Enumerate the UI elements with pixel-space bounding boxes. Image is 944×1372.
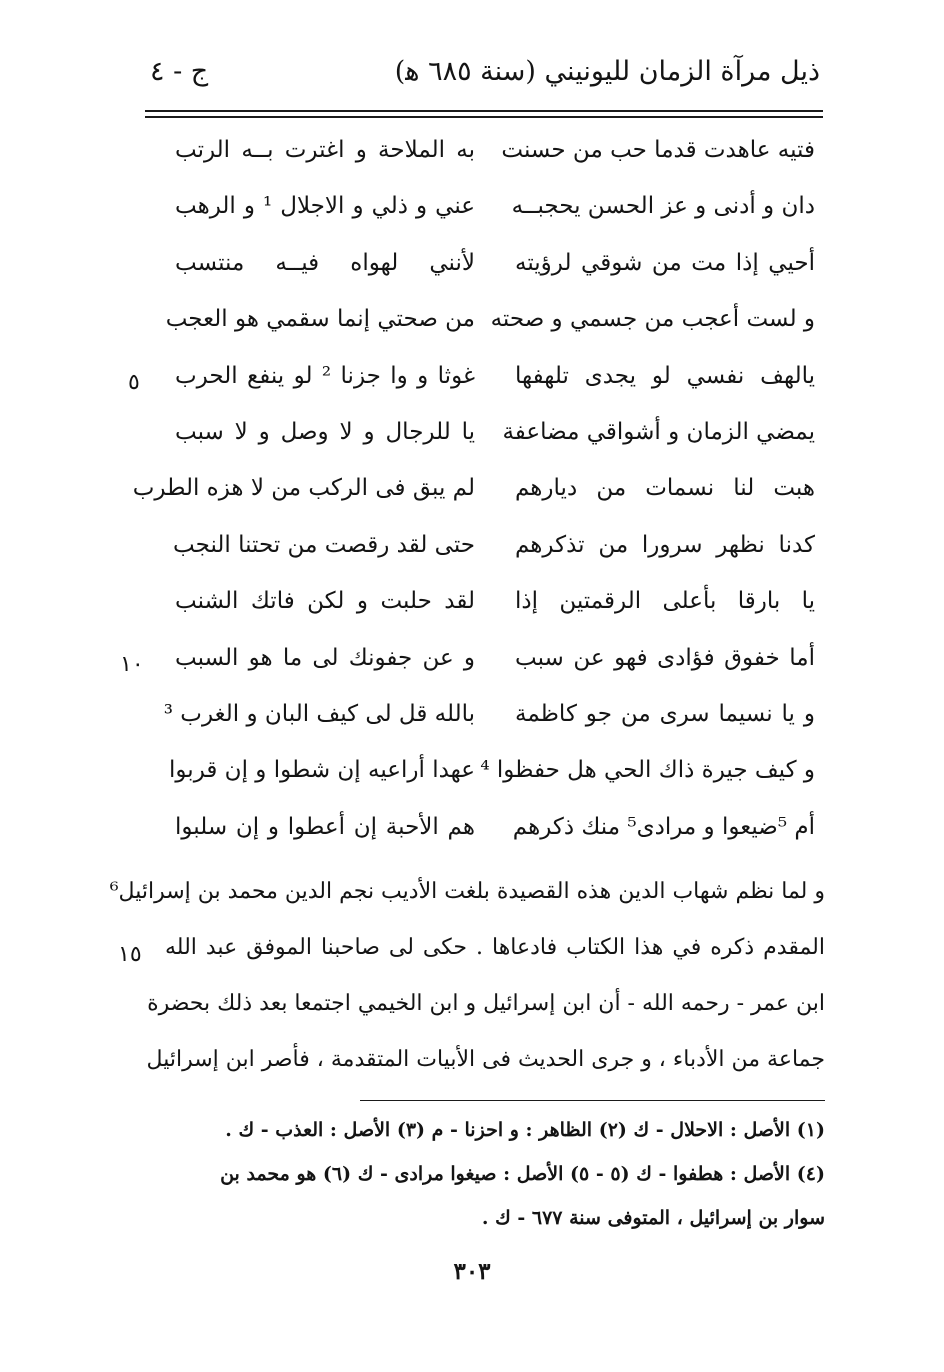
prose-line: جماعة من الأدباء ، و جرى الحديث فى الأبيات المتقدمة ، فأصر ابن إسرائيل [146, 1047, 825, 1072]
prose-line: المقدم ذكره في هذا الكتاب فادعاها . حكى لى صاحبنا الموفق عبد الله [165, 935, 825, 960]
verse-second-hemistich: به الملاحة و اغترت بــه الرتب [175, 137, 475, 163]
line-number-5: ٥ [128, 370, 140, 395]
verse [170, 574, 815, 630]
verse [170, 179, 815, 235]
verse [170, 405, 815, 461]
verse-first-hemistich: يا بارقا بأعلى الرقمتين إذا [515, 588, 815, 615]
verse-first-hemistich: يمضي الزمان و أشواقي مضاعفة [502, 418, 815, 445]
verse [170, 236, 815, 292]
verse-second-hemistich: لأنني لهواه فيــه منتسب [175, 249, 475, 276]
header-rule-bottom [145, 116, 823, 118]
header-volume: ج - ٤ [150, 56, 209, 87]
verse-second-hemistich: يا للرجال و لا وصل و لا سبب [175, 418, 475, 445]
header-rule-top [145, 110, 823, 112]
verse-second-hemistich: عهدا أراعيه إن شطوا و إن قربوا [169, 757, 475, 784]
verse-second-hemistich: حتى لقد رقصت من تحتنا النجب [173, 531, 475, 558]
verse [170, 349, 815, 405]
verse [165, 292, 815, 348]
verse-second-hemistich: و عن جفونك لى ما هو السبب [175, 644, 475, 671]
prose-line: ابن عمر - رحمه الله - أن ابن إسرائيل و ابن الخيمي اجتمعا بعد ذلك بحضرة [147, 991, 825, 1016]
line-number-15: ١٥ [118, 942, 142, 967]
verse-second-hemistich: هم الأحبة إن أعطوا و إن سلبوا [175, 813, 475, 840]
footnote-line: (٤) الأصل : هطفوا - ك (٥ - ٥) الأصل : صيغوا مرادى - ك (٦) هو محمد بن [220, 1163, 825, 1185]
verse [163, 687, 815, 743]
footnotes [160, 1112, 825, 1244]
footnote-line: سوار بن إسرائيل ، المتوفى سنة ٦٧٧ - ك . [481, 1207, 825, 1229]
verse [170, 123, 815, 179]
verse-first-hemistich: أحيي إذا مت من شوقي لرؤيته [515, 249, 815, 276]
verse-second-hemistich: لم يبق فى الركب من لا هزه الطرب [132, 475, 475, 502]
verse-first-hemistich: أما خفوق فؤادى فهو عن سبب [515, 644, 815, 671]
verse-first-hemistich: يالهف نفسي لو يجدى تلهفها [515, 362, 815, 389]
verse [170, 631, 815, 687]
verse [170, 518, 815, 574]
verse-first-hemistich: و كيف جيرة ذاك الحي هل حفظوا ⁴ [480, 757, 815, 784]
footnote-line: (١) الأصل : الاحلال - ك (٢) الظاهر : و احزنا - م (٣) الأصل : العذب - ك . [225, 1119, 825, 1141]
header-title: ذيل مرآة الزمان لليونيني (سنة ٦٨٥ ﻫ) [394, 56, 820, 87]
verse-first-hemistich: دان و أدنى و عز الحسن يحجبــه [511, 193, 815, 220]
verse-second-hemistich: لقد حلبت و لكن فاتك الشنب [175, 588, 475, 615]
verse-second-hemistich: بالله قل لى كيف البان و الغرب ³ [163, 700, 475, 727]
prose-line: و لما نظم شهاب الدين هذه القصيدة بلغت الأديب نجم الدين محمد بن إسرائيل⁶ [109, 879, 825, 904]
verse-first-hemistich: كدنا نظهر سرورا من تذكرهم [515, 531, 815, 558]
verse-first-hemistich: و يا نسيما سرى من جو كاظمة [515, 700, 815, 727]
verse-first-hemistich: فتيه عاهدت قدما حب من حسنت [501, 137, 815, 163]
verse [170, 800, 815, 856]
verse-second-hemistich: عني و ذلي و الاجلال ¹ و الرهب [175, 193, 476, 220]
verse-first-hemistich: و لست أعجب من جسمي و صحته [490, 306, 815, 333]
verse-second-hemistich: غوثا و وا جزنا ² لو ينفع الحرب [175, 362, 475, 389]
verse [132, 461, 815, 517]
footnote-rule [360, 1100, 825, 1101]
verse-first-hemistich: أم ⁵ضيعوا و مرادى⁵ منك ذكرهم [512, 813, 815, 840]
verse-second-hemistich: من صحتي إنما سقمي هو العجب [165, 306, 475, 333]
verse [170, 743, 815, 799]
running-header [150, 52, 820, 102]
verse-first-hemistich: هبت لنا نسمات من ديارهم [515, 475, 815, 502]
page-number: ٣٠٣ [453, 1258, 491, 1285]
line-number-10: ١٠ [120, 652, 144, 677]
